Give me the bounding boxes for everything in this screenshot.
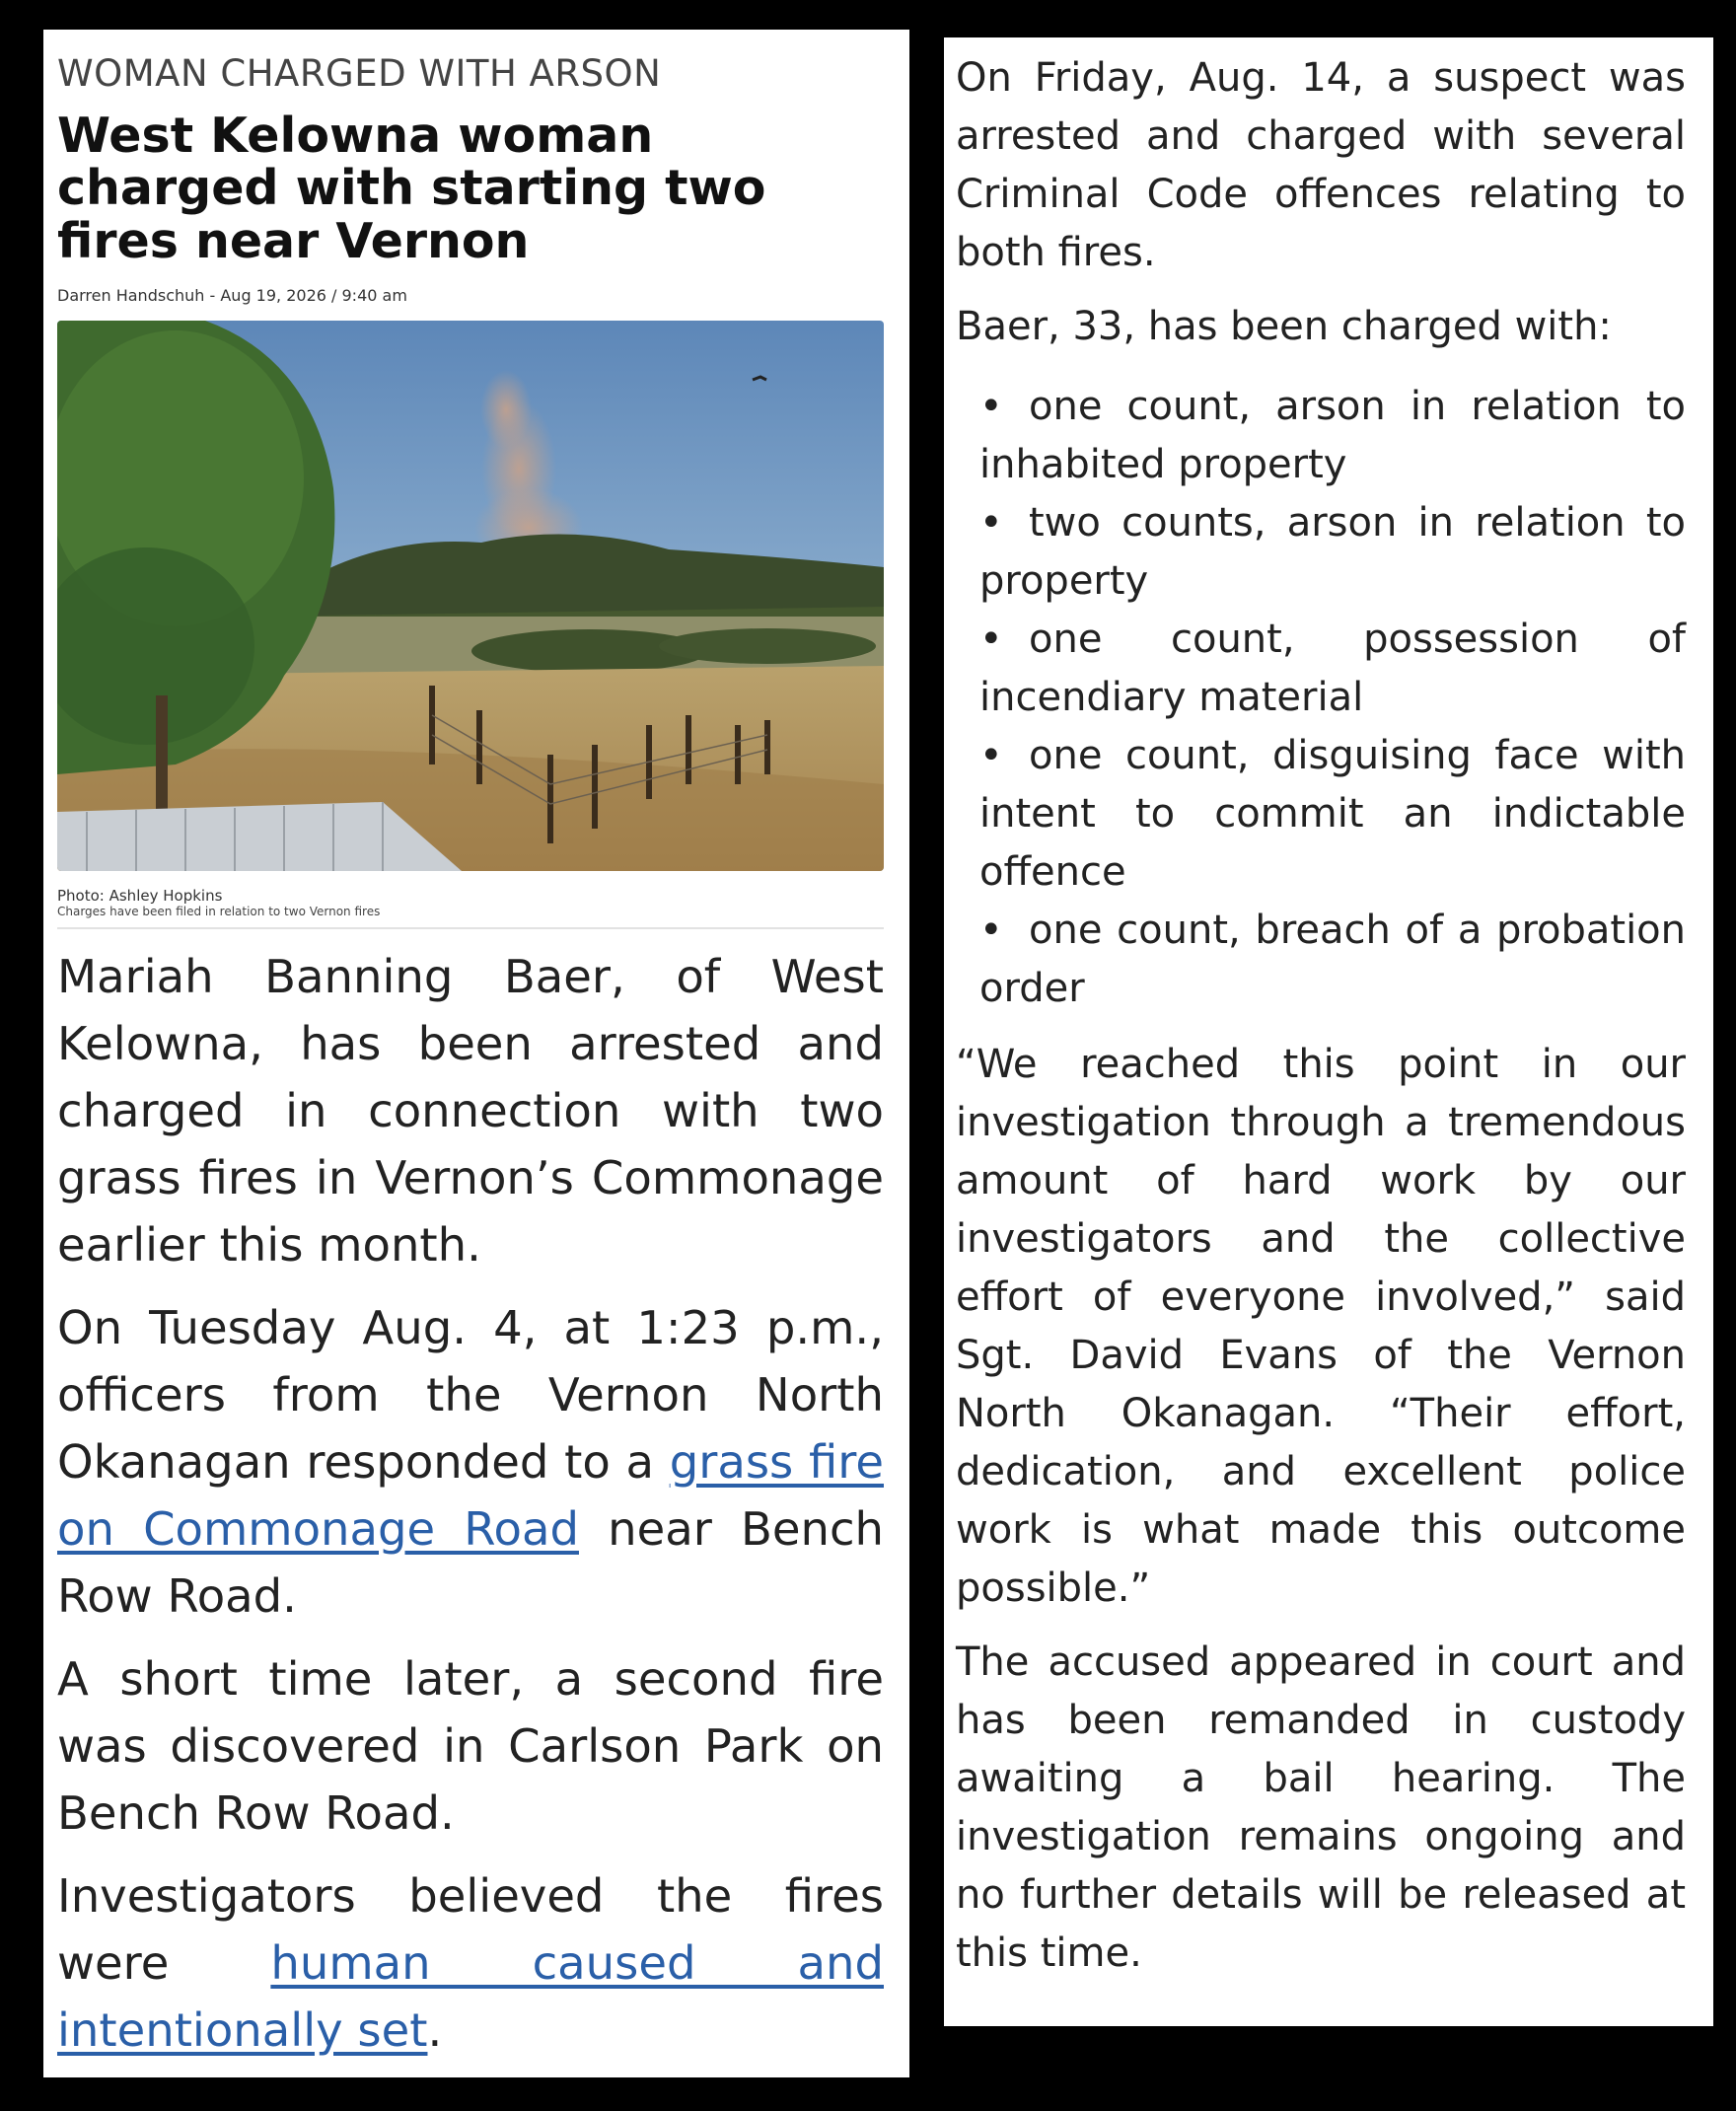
paragraph-2-text-after: near Bench Row Road.	[57, 1501, 884, 1623]
bullet-icon: •	[979, 617, 1003, 662]
article-body-right	[956, 49, 1686, 1983]
link-human-caused[interactable]: human caused and intentionally set	[57, 1935, 884, 2057]
link-grass-fire[interactable]: grass fire on Commonage Road	[57, 1434, 884, 1556]
charge-text: one count, possession of incendiary material	[979, 617, 1686, 720]
paragraph-5: On Friday, Aug. 14, a suspect was arrested and charged with several Criminal Code offences relating to both fires.	[956, 55, 1686, 275]
paragraph-2	[57, 1294, 884, 1630]
article-byline: Darren Handschuh - Aug 19, 2026 / 9:40 am	[57, 286, 407, 306]
bullet-icon: •	[979, 908, 1003, 953]
bullet-icon: •	[979, 384, 1003, 429]
paragraph-4-text-before: Investigators believed the fires were	[57, 1868, 884, 1990]
paragraph-7-quote: “We reached this point in our investigation through a tremendous amount of hard work by our investigators and the collective effort of everyone involved,” said Sgt. David Evans of the Vernon North Okanagan. “Their effort, dedication, and excellent police work is what made this outcome possible.”	[956, 1042, 1686, 1611]
photo-caption-text: Charges have been filed in relation to two Vernon fires	[57, 905, 381, 919]
list-item	[979, 494, 1686, 611]
paragraph-1: Mariah Banning Baer, of West Kelowna, has been arrested and charged in connection with two grass fires in Vernon’s Commonage earlier this month.	[57, 949, 884, 1272]
charge-text: one count, disguising face with intent to commit an indictable offence	[979, 733, 1686, 895]
article-headline: West Kelowna woman charged with starting two fires near Vernon	[57, 107, 766, 270]
article-right-panel	[944, 37, 1713, 2026]
article-left-panel	[43, 30, 909, 2077]
bullet-icon: •	[979, 733, 1003, 778]
photo-caption	[57, 887, 884, 918]
article-kicker: WOMAN CHARGED WITH ARSON	[57, 52, 662, 95]
list-item	[979, 902, 1686, 1018]
list-item	[979, 727, 1686, 902]
list-item	[979, 378, 1686, 494]
paragraph-3: A short time later, a second fire was discovered in Carlson Park on Bench Row Road.	[57, 1651, 884, 1840]
paragraph-4	[57, 1862, 884, 2064]
photo-credit: Photo: Ashley Hopkins	[57, 887, 223, 906]
paragraph-4-text-after: .	[427, 2002, 443, 2057]
article-body-left	[57, 943, 884, 2064]
paragraph-6: Baer, 33, has been charged with:	[956, 304, 1612, 349]
charges-list	[956, 378, 1686, 1018]
bullet-icon: •	[979, 500, 1003, 546]
charge-text: one count, breach of a probation order	[979, 908, 1686, 1011]
charge-text: two counts, arson in relation to property	[979, 500, 1686, 604]
charge-text: one count, arson in relation to inhabited property	[979, 384, 1686, 487]
paragraph-2-text-before: On Tuesday Aug. 4, at 1:23 p.m., officers from the Vernon North Okanagan responded to a	[57, 1300, 884, 1489]
paragraph-8: The accused appeared in court and has been remanded in custody awaiting a bail hearing. The investigation remains ongoing and no further details will be released at this time.	[956, 1639, 1686, 1976]
list-item	[979, 611, 1686, 727]
caption-divider	[57, 927, 884, 929]
article-photo	[57, 321, 884, 871]
